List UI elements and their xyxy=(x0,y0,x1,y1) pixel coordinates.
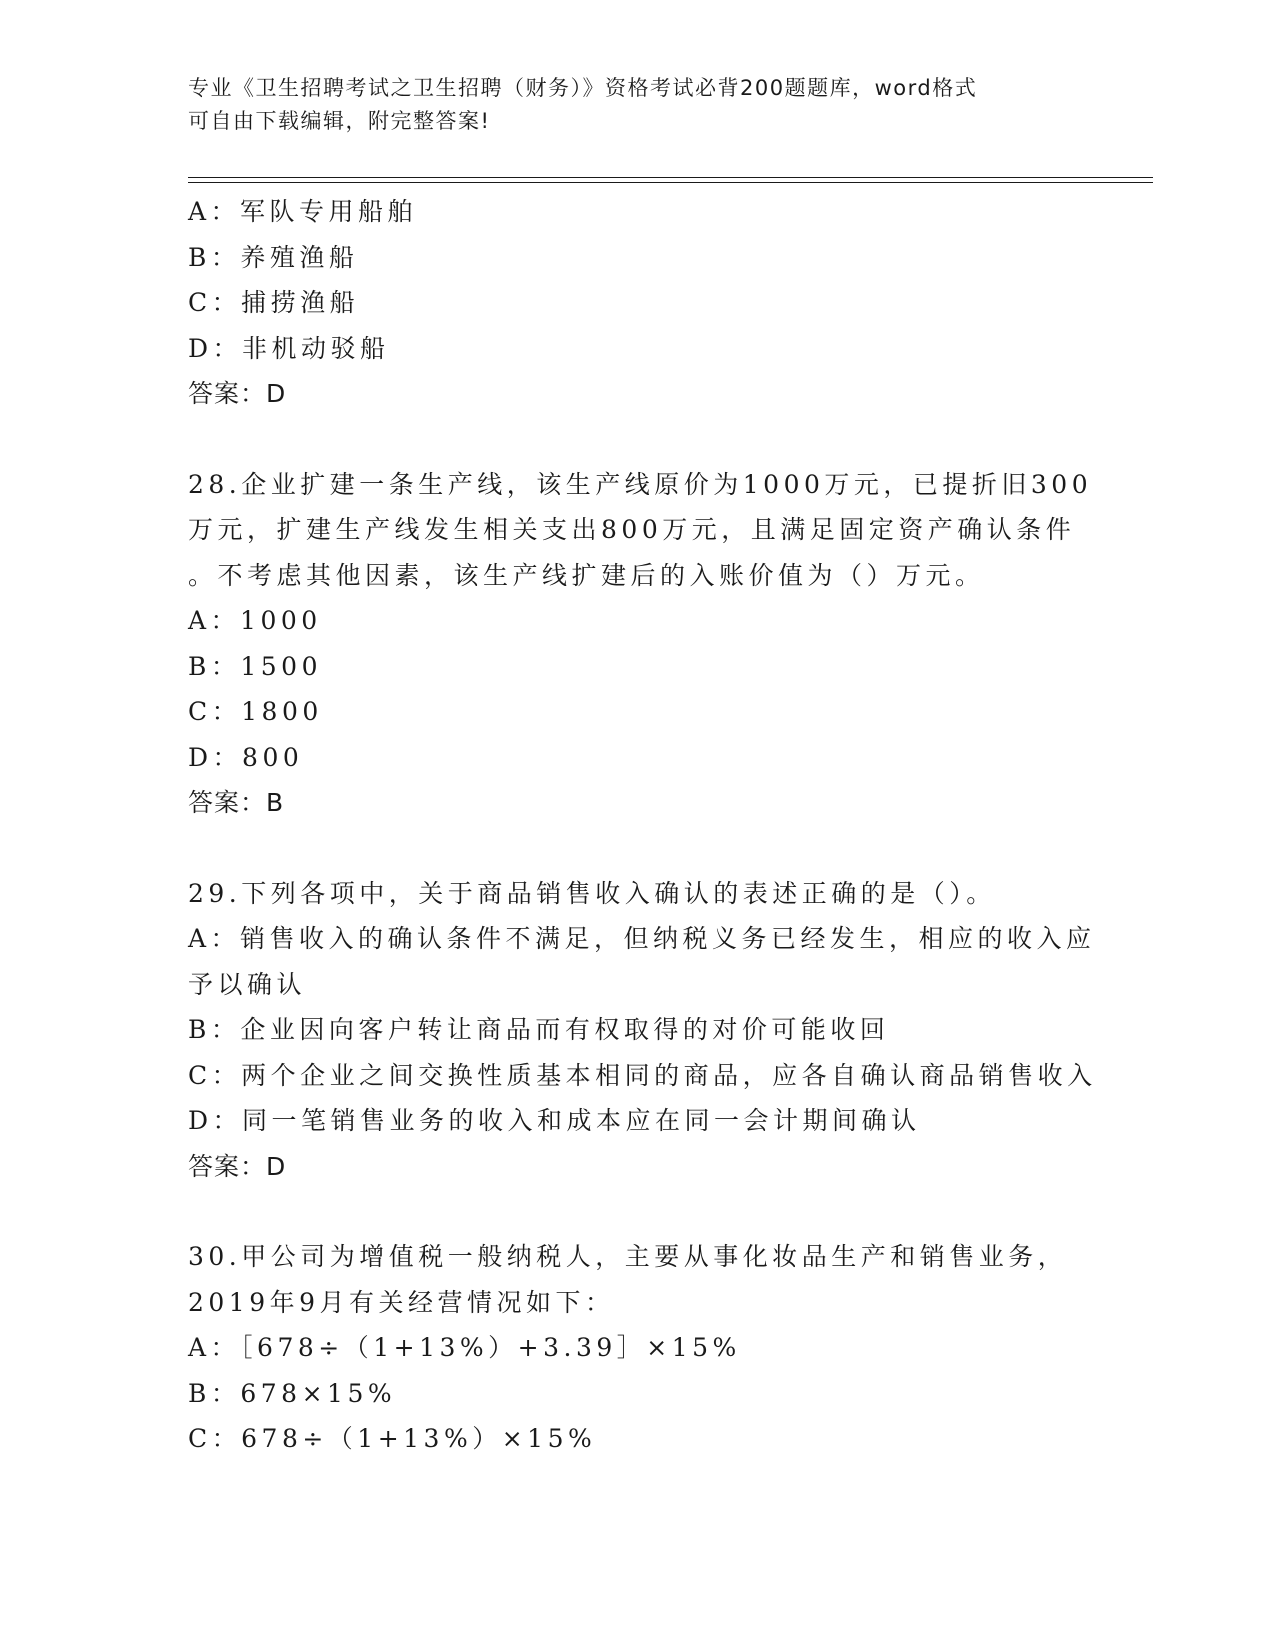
header-title-line-1: 专业《卫生招聘考试之卫生招聘（财务）》资格考试必背200题题库，word格式 xyxy=(188,76,978,100)
question-stem-line: 29.下列各项中，关于商品销售收入确认的表述正确的是（）。 xyxy=(188,878,996,908)
question-stem-line: 30.甲公司为增值税一般纳税人，主要从事化妆品生产和销售业务， xyxy=(188,1242,1068,1271)
option-d: D：800 xyxy=(188,742,304,772)
header-divider-bottom xyxy=(188,182,1153,183)
question-27 xyxy=(188,189,1088,417)
spacer xyxy=(188,826,1088,871)
document-header xyxy=(188,72,1088,138)
question-stem-line: 28.企业扩建一条生产线，该生产线原价为1000万元，已提折旧300 xyxy=(188,469,1093,499)
option-b: B：1500 xyxy=(188,651,322,681)
answer-label: 答案：B xyxy=(188,788,285,817)
answer-label: 答案：D xyxy=(188,379,287,408)
option-a: A：1000 xyxy=(188,606,322,635)
answer-label: 答案：D xyxy=(188,1151,287,1181)
option-b: B：企业因向客户转让商品而有权取得的对价可能收回 xyxy=(188,1015,890,1044)
option-d: D：非机动驳船 xyxy=(188,333,390,363)
question-list xyxy=(188,189,1097,1462)
question-stem-line: 。不考虑其他因素，该生产线扩建后的入账价值为（）万元。 xyxy=(188,560,985,590)
spacer xyxy=(188,1189,1088,1234)
option-d: D：同一笔销售业务的收入和成本应在同一会计期间确认 xyxy=(188,1106,921,1135)
option-c: C：1800 xyxy=(188,697,323,726)
question-stem-line: 万元，扩建生产线发生相关支出800万元，且满足固定资产确认条件 xyxy=(188,515,1076,544)
header-divider-top xyxy=(188,177,1153,178)
option-a-continued: 予以确认 xyxy=(188,969,307,999)
question-stem-line: 2019年9月有关经营情况如下： xyxy=(188,1287,615,1317)
option-a: A：军队专用船舶 xyxy=(188,197,418,226)
option-c: C：678÷（1+13%）×15% xyxy=(188,1424,597,1453)
option-c: C：两个企业之间交换性质基本相同的商品，应各自确认商品销售收入 xyxy=(188,1060,1097,1090)
option-c: C：捕捞渔船 xyxy=(188,288,360,317)
option-a: A：销售收入的确认条件不满足，但纳税义务已经发生，相应的收入应 xyxy=(188,924,1096,953)
option-b: B：678×15% xyxy=(188,1378,397,1408)
option-a: A：［678÷（1+13%）+3.39］×15% xyxy=(188,1333,741,1362)
question-28 xyxy=(188,462,1093,826)
header-title-line-2: 可自由下载编辑，附完整答案! xyxy=(188,109,491,133)
option-b: B：养殖渔船 xyxy=(188,242,359,272)
question-29 xyxy=(188,871,1097,1190)
question-30 xyxy=(188,1234,1088,1462)
spacer xyxy=(188,417,1088,462)
